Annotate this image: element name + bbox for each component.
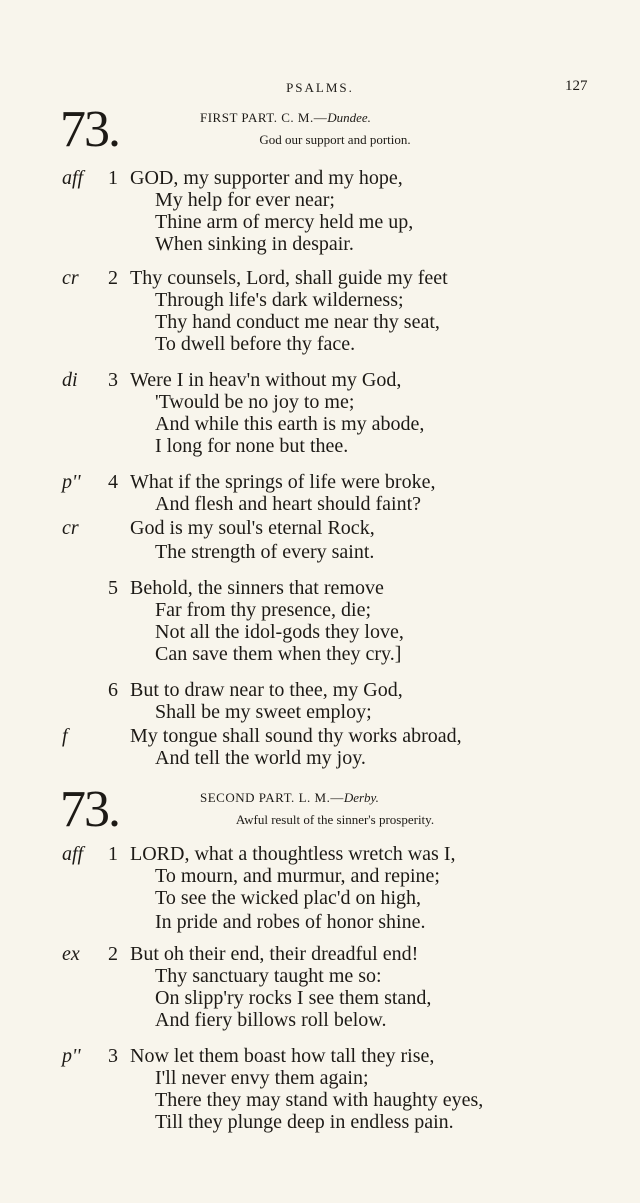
hymn-line: Far from thy presence, die; xyxy=(155,599,372,621)
hymn-tune: Derby. xyxy=(343,790,379,805)
hymn-line: My help for ever near; xyxy=(155,189,335,211)
hymn-line: In pride and robes of honor shine. xyxy=(155,911,426,933)
hymn-line: To see the wicked plac'd on high, xyxy=(155,887,422,909)
hymn-line: But oh their end, their dreadful end! xyxy=(130,943,419,965)
hymn-number: 73. xyxy=(60,101,119,158)
hymn-line: Shall be my sweet employ; xyxy=(155,701,372,723)
hymn-line: Now let them boast how tall they rise, xyxy=(130,1045,435,1067)
hymn-line: Not all the idol-gods they love, xyxy=(155,621,404,643)
hymn-line: The strength of every saint. xyxy=(155,541,375,563)
hymn-line: When sinking in despair. xyxy=(155,233,354,255)
hymn-line: And while this earth is my abode, xyxy=(155,413,425,435)
hymn-line: To mourn, and murmur, and repine; xyxy=(155,865,440,887)
hymn-line: My tongue shall sound thy works abroad, xyxy=(130,725,462,747)
page-number: 127 xyxy=(565,78,588,94)
hymn-header xyxy=(0,101,640,160)
hymn-line: God is my soul's eternal Rock, xyxy=(130,517,375,539)
hymn-line: And tell the world my joy. xyxy=(155,747,366,769)
dynamic-mark: cr xyxy=(62,517,79,539)
hymn-line: And flesh and heart should faint? xyxy=(155,493,422,515)
hymn-meter: C. M.— xyxy=(281,110,328,125)
hymn-line: I long for none but thee. xyxy=(155,435,349,457)
hymn-line: 'Twould be no joy to me; xyxy=(155,391,355,413)
hymn-meter: L. M.— xyxy=(298,790,344,805)
hymn-line: Thy counsels, Lord, shall guide my feet xyxy=(130,267,448,289)
dynamic-mark: aff xyxy=(62,843,84,865)
hymn-line: Can save them when they cry.] xyxy=(155,643,402,665)
dynamic-mark: f xyxy=(62,725,68,747)
hymn-line: Were I in heav'n without my God, xyxy=(130,369,402,391)
hymn-meter-line xyxy=(200,110,371,126)
hymn-line: Thy hand conduct me near thy seat, xyxy=(155,311,440,333)
hymn-line: What if the springs of life were broke, xyxy=(130,471,436,493)
hymn-meter-line xyxy=(200,790,379,806)
hymn-part: SECOND PART. xyxy=(200,790,295,805)
hymn-number: 73. xyxy=(60,781,119,838)
hymn-line: To dwell before thy face. xyxy=(155,333,356,355)
dynamic-mark: p'' xyxy=(62,1045,81,1067)
hymn-line: Behold, the sinners that remove xyxy=(130,577,384,599)
verse-number: 1 xyxy=(108,167,118,189)
verse-number: 3 xyxy=(108,1045,118,1067)
running-title: PSALMS. xyxy=(286,80,354,95)
hymn-line: Thine arm of mercy held me up, xyxy=(155,211,414,233)
hymn-header xyxy=(0,781,640,840)
hymn-line: LORD, what a thoughtless wretch was I, xyxy=(130,843,456,865)
verse-number: 3 xyxy=(108,369,118,391)
dynamic-mark: aff xyxy=(62,167,84,189)
dynamic-mark: ex xyxy=(62,943,80,965)
hymn-line: I'll never envy them again; xyxy=(155,1067,369,1089)
hymn-line: Till they plunge deep in endless pain. xyxy=(155,1111,454,1133)
hymn-tune: Dundee. xyxy=(327,110,371,125)
hymn-line: And fiery billows roll below. xyxy=(155,1009,387,1031)
hymn-part: FIRST PART. xyxy=(200,110,278,125)
hymn-subtitle: God our support and portion. xyxy=(259,132,411,147)
hymn-line: But to draw near to thee, my God, xyxy=(130,679,403,701)
hymn-line: GOD, my supporter and my hope, xyxy=(130,167,403,189)
hymn-subtitle: Awful result of the sinner's prosperity. xyxy=(235,812,435,827)
verse-number: 6 xyxy=(108,679,118,701)
verse-number: 1 xyxy=(108,843,118,865)
hymn-line: Thy sanctuary taught me so: xyxy=(155,965,382,987)
hymn-line: On slipp'ry rocks I see them stand, xyxy=(155,987,432,1009)
dynamic-mark: di xyxy=(62,369,78,391)
hymn-line: Through life's dark wilderness; xyxy=(155,289,404,311)
dynamic-mark: p'' xyxy=(62,471,81,493)
verse-number: 2 xyxy=(108,943,118,965)
verse-number: 4 xyxy=(108,471,118,493)
verse-number: 2 xyxy=(108,267,118,289)
verse-number: 5 xyxy=(108,577,118,599)
dynamic-mark: cr xyxy=(62,267,79,289)
hymn-line: There they may stand with haughty eyes, xyxy=(155,1089,484,1111)
